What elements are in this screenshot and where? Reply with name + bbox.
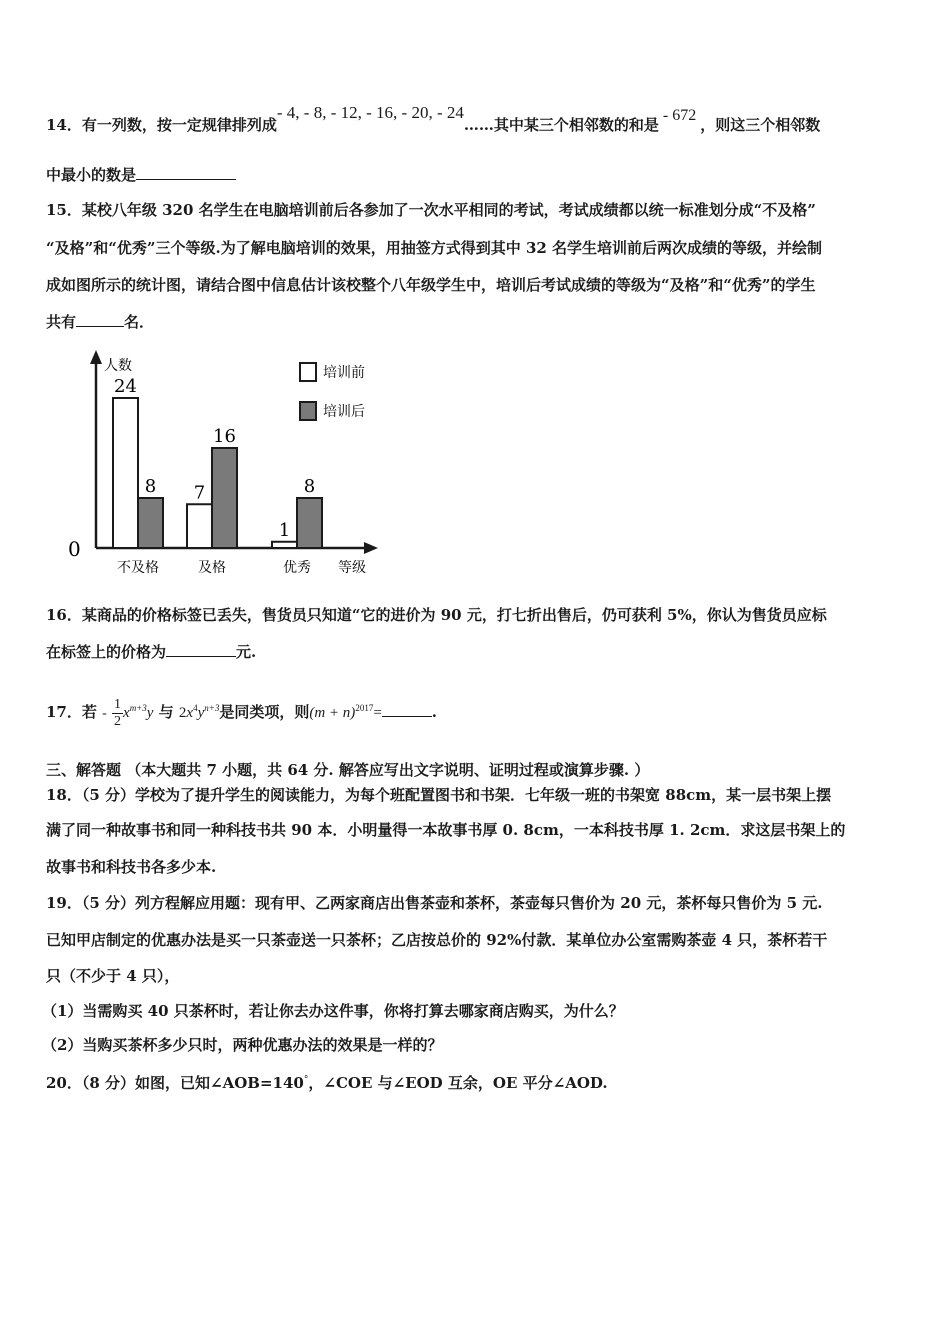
- legend-label-before: 培训前: [323, 365, 365, 381]
- q15-line4: [46, 312, 154, 332]
- bar-after-2: [297, 498, 322, 548]
- q16-line2-suffix: 元.: [236, 643, 257, 661]
- q17-with: 与: [158, 703, 174, 721]
- q17-expr-exp: 2017: [355, 703, 374, 713]
- q14-line1: [46, 103, 821, 136]
- q18-line2: 满了同一种故事书和同一种科技书共 90 本．小明量得一本故事书厚 0. 8cm，一本科技书厚 1. 2cm．求这层书架上的: [46, 821, 846, 839]
- q19-line3: 只（不少于 4 只），: [46, 967, 180, 985]
- q15-line4-suffix: 名．: [124, 313, 155, 331]
- q17-y: y: [146, 705, 154, 721]
- bar-chart: [60, 350, 390, 582]
- q17-end: .: [431, 703, 438, 721]
- q20-line: [46, 1070, 608, 1093]
- q17-neg: -: [102, 706, 107, 721]
- y-axis-label: 人数: [104, 358, 132, 374]
- q17-term2-xexp: 4: [193, 703, 198, 713]
- q17-mid: 是同类项，则: [219, 703, 310, 721]
- q17-term2-y: y: [197, 705, 205, 721]
- q20-suffix: ，∠COE 与∠EOD 互余，OE 平分∠AOD.: [308, 1074, 608, 1092]
- q14-suffix: ，则这三个相邻数: [700, 116, 821, 134]
- q14-sum: - 672: [662, 107, 697, 124]
- q20-degree: °: [303, 1075, 309, 1085]
- q14-middle: ……其中某三个相邻数的和是: [463, 116, 659, 134]
- bar-before-0: [113, 398, 138, 548]
- q16-line2-prefix: 在标签上的价格为: [46, 643, 167, 661]
- section3-heading: 三、解答题 （本大题共 7 小题，共 64 分. 解答应写出文字说明、证明过程或演算步骤. ）: [46, 761, 650, 779]
- q15-line4-prefix: 共有: [46, 313, 77, 331]
- q17-prefix: 17．若: [46, 703, 97, 721]
- legend-label-after: 培训后: [323, 404, 365, 420]
- bar-value-label-after-1: 16: [213, 426, 236, 447]
- bar-before-1: [187, 504, 212, 548]
- chart-bars: [113, 376, 322, 576]
- q17-frac-den: 2: [114, 713, 122, 729]
- category-label-0: 不及格: [117, 560, 159, 576]
- q20-prefix: 20．（8 分）如图，已知∠AOB=140: [46, 1074, 304, 1092]
- q17-frac-num: 1: [114, 696, 122, 712]
- q14-line2: [46, 165, 236, 185]
- q14-answer-blank[interactable]: [136, 165, 236, 180]
- q15-line1: 15．某校八年级 320 名学生在电脑培训前后各参加了一次水平相同的考试，考试成绩都以统一标准划分成“不及格”: [46, 201, 816, 219]
- bar-value-label-before-2: 1: [278, 519, 291, 541]
- x-axis-label: 等级: [338, 560, 366, 576]
- q16-line2: [46, 642, 256, 662]
- legend-swatch-after: [300, 402, 316, 420]
- q19-line1: 19．（5 分）列方程解应用题：现有甲、乙两家商店出售茶壶和茶杯，茶壶每只售价为 20 元，茶杯每只售价为 5 元.: [46, 894, 823, 912]
- q17-x: x: [123, 705, 130, 721]
- q19-part2: （2）当购买茶杯多少只时，两种优惠办法的效果是一样的？: [42, 1036, 443, 1054]
- bar-value-label-before-1: 7: [193, 482, 206, 504]
- q17-term2-yexp: n+3: [204, 703, 220, 713]
- q17-line: [46, 690, 437, 732]
- q19-line2: 已知甲店制定的优惠办法是买一只茶壶送一只茶杯；乙店按总价的 92%付款．某单位办公室需购茶壶 4 只，茶杯若干: [46, 931, 828, 949]
- origin-label: 0: [68, 537, 81, 561]
- q14-prefix: 14．有一列数，按一定规律排列成: [46, 116, 277, 134]
- q16-line1: 16．某商品的价格标签已丢失，售货员只知道“它的进价为 90 元，打七折出售后，仍可获利 5%，你认为售货员应标: [46, 606, 827, 624]
- q17-expr: (m + n): [309, 705, 356, 721]
- bar-value-label-after-0: 8: [144, 476, 157, 497]
- q17-term2-coef: 2: [178, 705, 187, 721]
- q14-sequence: - 4, - 8, - 12, - 16, - 20, - 24: [276, 103, 464, 122]
- q18-line3: 故事书和科技书各多少本.: [46, 858, 217, 876]
- bar-value-label-after-2: 8: [303, 476, 316, 497]
- q17-term2-x: x: [186, 705, 194, 721]
- bar-after-0: [138, 498, 163, 548]
- q17-x-exp: m+3: [129, 703, 147, 713]
- q17-answer-blank[interactable]: [382, 702, 432, 717]
- bar-value-label-before-0: 24: [114, 376, 137, 397]
- q19-part1: （1）当需购买 40 只茶杯时，若让你去办这件事，你将打算去哪家商店购买，为什么？: [42, 1002, 624, 1020]
- category-label-1: 及格: [198, 560, 226, 576]
- q18-line1: 18．（5 分）学校为了提升学生的阅读能力，为每个班配置图书和书架．七年级一班的书架宽 88cm，某一层书架上摆: [46, 786, 832, 804]
- q14-line2-text: 中最小的数是: [46, 166, 137, 184]
- q17-fraction: [112, 697, 123, 730]
- y-axis-arrow: [90, 350, 102, 364]
- q15-line3: 成如图所示的统计图，请结合图中信息估计该校整个八年级学生中，培训后考试成绩的等级为“及格”和“优秀”的学生: [46, 276, 816, 294]
- q15-line2: “及格”和“优秀”三个等级.为了解电脑培训的效果，用抽签方式得到其中 32 名学生培训前后两次成绩的等级，并绘制: [46, 239, 823, 257]
- category-label-2: 优秀: [283, 560, 311, 576]
- bar-before-2: [272, 542, 297, 548]
- x-axis-arrow: [364, 542, 378, 554]
- q16-answer-blank[interactable]: [166, 642, 236, 657]
- legend-swatch-before: [300, 363, 316, 381]
- q15-answer-blank[interactable]: [76, 312, 124, 327]
- q17-eq: =: [373, 705, 382, 721]
- bar-after-1: [212, 448, 237, 548]
